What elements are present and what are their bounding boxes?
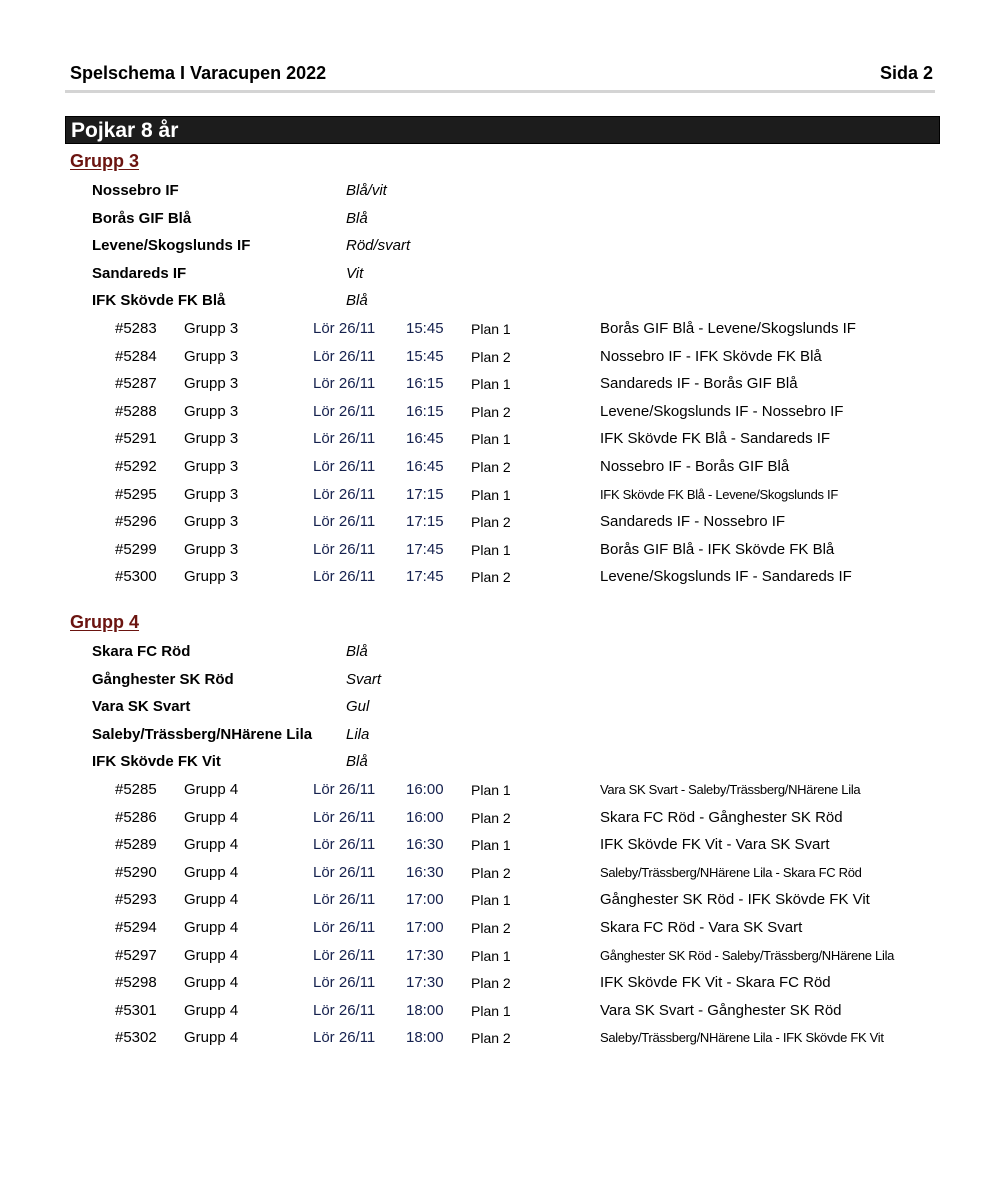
match-field: Plan 1 xyxy=(471,431,511,448)
match-row xyxy=(0,402,1000,430)
match-time: 17:15 xyxy=(406,513,444,531)
match-id: #5299 xyxy=(115,540,157,558)
document-title: Spelschema I Varacupen 2022 xyxy=(70,63,327,83)
match-field: Plan 1 xyxy=(471,781,511,798)
match-row xyxy=(0,512,1000,540)
group-heading: Grupp 3 xyxy=(70,151,140,171)
match-teams: Saleby/Trässberg/NHärene Lila - Skara FC Röd xyxy=(600,864,862,880)
match-teams: Sandareds IF - Borås GIF Blå xyxy=(600,375,798,393)
match-day: Lör 26/11 xyxy=(313,780,376,798)
match-field: Plan 2 xyxy=(471,919,511,936)
match-teams: IFK Skövde FK Blå - Levene/Skogslunds IF xyxy=(600,486,839,502)
match-day: Lör 26/11 xyxy=(313,457,376,475)
match-row xyxy=(0,457,1000,485)
match-group: Grupp 4 xyxy=(184,974,239,992)
team-color: Svart xyxy=(346,670,382,688)
match-group: Grupp 4 xyxy=(184,836,239,854)
team-row xyxy=(0,697,1000,725)
match-teams: Nossebro IF - Borås GIF Blå xyxy=(600,457,790,475)
team-name: Sandareds IF xyxy=(92,264,187,282)
match-teams: Sandareds IF - Nossebro IF xyxy=(600,513,786,531)
match-group: Grupp 3 xyxy=(184,375,239,393)
match-id: #5302 xyxy=(115,1029,157,1047)
match-id: #5291 xyxy=(115,430,157,448)
match-id: #5294 xyxy=(115,918,157,936)
match-list xyxy=(0,319,1000,595)
match-group: Grupp 4 xyxy=(184,808,239,826)
match-row xyxy=(0,863,1000,891)
match-row xyxy=(0,808,1000,836)
match-time: 17:00 xyxy=(406,891,444,909)
match-id: #5285 xyxy=(115,780,157,798)
match-day: Lör 26/11 xyxy=(313,946,376,964)
match-row xyxy=(0,540,1000,568)
team-row xyxy=(0,670,1000,698)
match-teams: Gånghester SK Röd - IFK Skövde FK Vit xyxy=(600,891,870,909)
match-group: Grupp 3 xyxy=(184,540,239,558)
match-group: Grupp 4 xyxy=(184,863,239,881)
team-row xyxy=(0,725,1000,753)
match-teams: Vara SK Svart - Gånghester SK Röd xyxy=(600,1001,842,1019)
match-group: Grupp 4 xyxy=(184,946,239,964)
match-time: 15:45 xyxy=(406,347,444,365)
match-time: 16:00 xyxy=(406,780,444,798)
match-time: 17:30 xyxy=(406,946,444,964)
team-color: Blå/vit xyxy=(346,182,387,199)
match-time: 18:00 xyxy=(406,1001,444,1019)
team-row xyxy=(0,209,1000,237)
match-field: Plan 1 xyxy=(471,947,511,964)
match-day: Lör 26/11 xyxy=(313,1001,376,1019)
team-name: Gånghester SK Röd xyxy=(92,670,234,688)
match-day: Lör 26/11 xyxy=(313,430,376,448)
match-teams: Skara FC Röd - Vara SK Svart xyxy=(600,918,803,936)
match-day: Lör 26/11 xyxy=(313,836,376,854)
team-name: Vara SK Svart xyxy=(92,698,191,716)
match-row xyxy=(0,1028,1000,1056)
match-day: Lör 26/11 xyxy=(313,375,376,393)
match-id: #5287 xyxy=(115,375,157,393)
match-teams: IFK Skövde FK Vit - Vara SK Svart xyxy=(600,836,830,854)
match-row xyxy=(0,1001,1000,1029)
match-time: 16:45 xyxy=(406,430,444,448)
match-day: Lör 26/11 xyxy=(313,918,376,936)
match-row xyxy=(0,485,1000,513)
team-row xyxy=(0,752,1000,780)
match-day: Lör 26/11 xyxy=(313,485,376,503)
match-time: 17:00 xyxy=(406,918,444,936)
team-name: Skara FC Röd xyxy=(92,643,191,660)
match-day: Lör 26/11 xyxy=(313,513,376,531)
team-name: IFK Skövde FK Vit xyxy=(92,753,221,771)
page-header xyxy=(65,58,935,93)
match-row xyxy=(0,347,1000,375)
team-color: Gul xyxy=(346,698,370,716)
match-id: #5296 xyxy=(115,513,157,531)
team-row xyxy=(0,264,1000,292)
match-teams: Saleby/Trässberg/NHärene Lila - IFK Skövde FK Vit xyxy=(600,1030,884,1046)
team-name: IFK Skövde FK Blå xyxy=(92,292,226,310)
match-field: Plan 1 xyxy=(471,837,511,854)
match-row xyxy=(0,319,1000,347)
group-section xyxy=(0,181,1000,595)
team-row xyxy=(0,642,1000,670)
team-list xyxy=(0,642,1000,780)
match-group: Grupp 3 xyxy=(184,347,239,365)
match-group: Grupp 4 xyxy=(184,1029,239,1047)
match-teams: Borås GIF Blå - Levene/Skogslunds IF xyxy=(600,319,856,337)
match-group: Grupp 3 xyxy=(184,568,239,586)
match-field: Plan 2 xyxy=(471,403,511,420)
match-id: #5286 xyxy=(115,808,157,826)
match-group: Grupp 4 xyxy=(184,918,239,936)
match-field: Plan 2 xyxy=(471,1030,511,1047)
match-teams: Skara FC Röd - Gånghester SK Röd xyxy=(600,808,843,826)
category-title: Pojkar 8 år xyxy=(71,119,179,142)
match-time: 17:15 xyxy=(406,485,444,503)
match-day: Lör 26/11 xyxy=(313,863,376,881)
match-id: #5298 xyxy=(115,974,157,992)
match-field: Plan 1 xyxy=(471,1002,511,1019)
match-group: Grupp 4 xyxy=(184,891,239,909)
match-id: #5295 xyxy=(115,485,157,503)
match-row xyxy=(0,835,1000,863)
match-time: 17:30 xyxy=(406,974,444,992)
match-teams: Vara SK Svart - Saleby/Trässberg/NHärene Lila xyxy=(600,781,861,797)
team-name: Nossebro IF xyxy=(92,182,179,199)
team-color: Blå xyxy=(346,753,368,771)
match-day: Lör 26/11 xyxy=(313,402,376,420)
team-name: Saleby/Trässberg/NHärene Lila xyxy=(92,725,313,743)
match-field: Plan 2 xyxy=(471,348,511,365)
team-color: Blå xyxy=(346,292,368,310)
match-teams: Nossebro IF - IFK Skövde FK Blå xyxy=(600,347,822,365)
match-row xyxy=(0,946,1000,974)
team-name: Borås GIF Blå xyxy=(92,209,192,227)
match-field: Plan 2 xyxy=(471,809,511,826)
match-field: Plan 2 xyxy=(471,569,511,586)
match-field: Plan 1 xyxy=(471,376,511,393)
team-color: Blå xyxy=(346,643,368,660)
match-field: Plan 1 xyxy=(471,486,511,503)
match-group: Grupp 3 xyxy=(184,319,239,337)
match-field: Plan 2 xyxy=(471,864,511,881)
match-time: 16:30 xyxy=(406,836,444,854)
team-name: Levene/Skogslunds IF xyxy=(92,237,251,255)
match-day: Lör 26/11 xyxy=(313,568,376,586)
match-time: 16:45 xyxy=(406,457,444,475)
category-banner xyxy=(65,116,940,144)
match-group: Grupp 3 xyxy=(184,430,239,448)
match-id: #5301 xyxy=(115,1001,157,1019)
match-id: #5284 xyxy=(115,347,157,365)
match-field: Plan 2 xyxy=(471,514,511,531)
match-id: #5297 xyxy=(115,946,157,964)
match-group: Grupp 4 xyxy=(184,1001,239,1019)
match-day: Lör 26/11 xyxy=(313,540,376,558)
match-time: 16:15 xyxy=(406,402,444,420)
match-day: Lör 26/11 xyxy=(313,891,376,909)
match-time: 16:30 xyxy=(406,863,444,881)
match-teams: Levene/Skogslunds IF - Sandareds IF xyxy=(600,568,852,586)
match-row xyxy=(0,567,1000,595)
match-group: Grupp 3 xyxy=(184,402,239,420)
match-time: 16:15 xyxy=(406,375,444,393)
team-color: Röd/svart xyxy=(346,237,411,255)
match-day: Lör 26/11 xyxy=(313,808,376,826)
match-teams: IFK Skövde FK Vit - Skara FC Röd xyxy=(600,974,831,992)
match-row xyxy=(0,780,1000,808)
match-teams: Levene/Skogslunds IF - Nossebro IF xyxy=(600,402,844,420)
match-day: Lör 26/11 xyxy=(313,347,376,365)
match-time: 18:00 xyxy=(406,1029,444,1047)
match-row xyxy=(0,429,1000,457)
match-field: Plan 2 xyxy=(471,458,511,475)
match-time: 15:45 xyxy=(406,319,444,337)
team-row xyxy=(0,291,1000,319)
match-time: 17:45 xyxy=(406,540,444,558)
match-field: Plan 2 xyxy=(471,975,511,992)
match-id: #5289 xyxy=(115,836,157,854)
team-list xyxy=(0,181,1000,319)
match-group: Grupp 3 xyxy=(184,513,239,531)
page-number: Sida 2 xyxy=(879,63,933,83)
team-row xyxy=(0,236,1000,264)
match-time: 17:45 xyxy=(406,568,444,586)
match-list xyxy=(0,780,1000,1056)
match-row xyxy=(0,890,1000,918)
match-field: Plan 1 xyxy=(471,892,511,909)
match-time: 16:00 xyxy=(406,808,444,826)
match-field: Plan 1 xyxy=(471,320,511,337)
team-row xyxy=(0,181,1000,209)
match-group: Grupp 4 xyxy=(184,780,239,798)
match-day: Lör 26/11 xyxy=(313,1029,376,1047)
group-heading: Grupp 4 xyxy=(70,612,140,632)
match-teams: Borås GIF Blå - IFK Skövde FK Blå xyxy=(600,540,835,558)
team-color: Vit xyxy=(346,264,364,282)
match-teams: Gånghester SK Röd - Saleby/Trässberg/NHärene Lila xyxy=(600,947,895,963)
match-row xyxy=(0,374,1000,402)
match-teams: IFK Skövde FK Blå - Sandareds IF xyxy=(600,430,831,448)
match-day: Lör 26/11 xyxy=(313,319,376,337)
match-row xyxy=(0,973,1000,1001)
match-id: #5283 xyxy=(115,319,157,337)
team-color: Blå xyxy=(346,209,368,227)
match-id: #5300 xyxy=(115,568,157,586)
group-section xyxy=(0,642,1000,1056)
match-day: Lör 26/11 xyxy=(313,974,376,992)
match-row xyxy=(0,918,1000,946)
match-field: Plan 1 xyxy=(471,541,511,558)
match-id: #5290 xyxy=(115,863,157,881)
match-id: #5292 xyxy=(115,457,157,475)
match-group: Grupp 3 xyxy=(184,485,239,503)
match-id: #5288 xyxy=(115,402,157,420)
match-group: Grupp 3 xyxy=(184,457,239,475)
team-color: Lila xyxy=(346,725,370,743)
match-id: #5293 xyxy=(115,891,157,909)
